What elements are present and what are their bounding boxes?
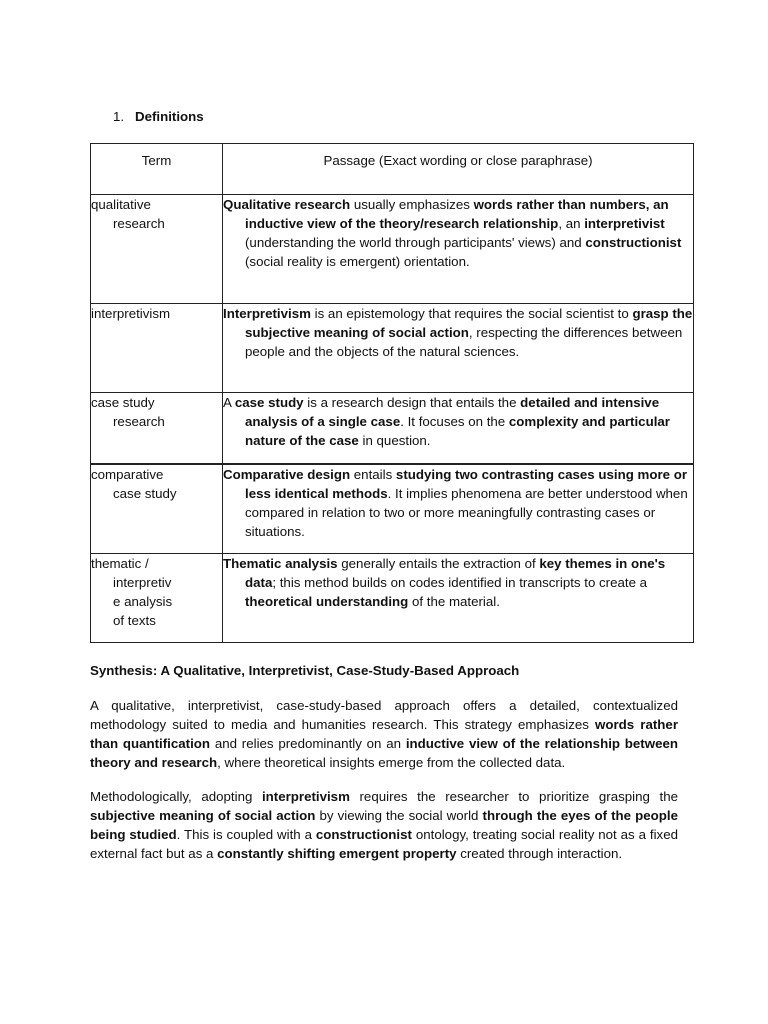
text-run: , respecting the differences between people and the objects of the natural sciences. xyxy=(245,325,683,359)
bold-text: key themes in one's data xyxy=(245,556,666,590)
term-line: interpretivism xyxy=(91,306,171,321)
passage-column-header: Passage (Exact wording or close paraphrase) xyxy=(223,144,694,195)
bold-text: words rather than numbers, an inductive view of the theory/research relationship xyxy=(245,197,669,231)
table-header-row xyxy=(91,144,694,195)
definitions-table xyxy=(90,143,694,643)
text-run: usually emphasizes xyxy=(350,197,474,212)
text-run: by viewing the social world xyxy=(315,808,483,823)
table-row xyxy=(91,393,694,465)
term-line: thematic / xyxy=(91,556,149,571)
synthesis-paragraph xyxy=(90,787,678,863)
synthesis-paragraph xyxy=(90,696,678,772)
text-run: created through interaction. xyxy=(456,846,623,861)
bold-text: through the eyes of the people being studied xyxy=(90,808,678,842)
passage-cell xyxy=(223,554,694,643)
passage-cell xyxy=(223,393,694,465)
bold-text: detailed and intensive analysis of a single case xyxy=(245,395,660,429)
term-cell xyxy=(91,304,223,393)
bold-text: constantly shifting emergent property xyxy=(217,846,457,861)
synthesis-title: Synthesis: A Qualitative, Interpretivist, Case-Study-Based Approach xyxy=(90,663,520,678)
term-column-header: Term xyxy=(91,144,223,195)
bold-text: case study xyxy=(234,395,304,410)
table-row xyxy=(91,554,694,643)
bold-text: constructionist xyxy=(315,827,412,842)
term-cell xyxy=(91,464,223,554)
bold-text: theoretical understanding xyxy=(245,594,409,609)
bold-text: studying two contrasting cases using more or less identical methods xyxy=(245,467,688,501)
text-run: is a research design that entails the xyxy=(303,395,521,410)
text-run: of the material. xyxy=(408,594,500,609)
term-line: of texts xyxy=(113,613,156,628)
term-line: interpretiv xyxy=(113,575,172,590)
table-row xyxy=(91,464,694,554)
passage-cell xyxy=(223,464,694,554)
text-run: is an epistemology that requires the social scientist to xyxy=(310,306,633,321)
bold-text: interpretivism xyxy=(261,789,350,804)
text-run: entails xyxy=(350,467,396,482)
text-run: (understanding the world through participants' views) and xyxy=(245,235,586,250)
text-run: in question. xyxy=(358,433,431,448)
term-line: qualitative xyxy=(91,197,151,212)
table-row xyxy=(91,195,694,304)
section-heading xyxy=(113,107,204,126)
bold-text: Comparative design xyxy=(223,467,351,482)
text-run: generally entails the extraction of xyxy=(337,556,540,571)
term-cell xyxy=(91,195,223,304)
bold-text: Thematic analysis xyxy=(223,556,338,571)
bold-text: subjective meaning of social action xyxy=(90,808,316,823)
text-run: A qualitative, interpretivist, case-study-based approach offers a detailed, contextualized methodology suited to media and humanities research. This strategy emphasizes xyxy=(90,698,678,732)
text-run: . This is coupled with a xyxy=(176,827,316,842)
term-cell xyxy=(91,393,223,465)
term-line: e analysis xyxy=(113,594,173,609)
text-run: A xyxy=(223,395,235,410)
passage-cell xyxy=(223,304,694,393)
bold-text: complexity and particular nature of the case xyxy=(245,414,670,448)
bold-text: interpretivist xyxy=(584,216,665,231)
text-run: and relies predominantly on an xyxy=(210,736,406,751)
term-line: research xyxy=(113,216,165,231)
section-number: 1. xyxy=(113,109,125,124)
synthesis-section xyxy=(90,661,678,878)
section-title: Definitions xyxy=(135,109,204,124)
text-run: . It implies phenomena are better understood when compared in relation to two or more meaningfully contrasting cases or situations. xyxy=(245,486,688,539)
bold-text: words rather than quantification xyxy=(90,717,678,751)
text-run: ; this method builds on codes identified in transcripts to create a xyxy=(272,575,648,590)
bold-text: Interpretivism xyxy=(223,306,311,321)
table-row xyxy=(91,304,694,393)
term-line: case study xyxy=(113,486,177,501)
bold-text: grasp the subjective meaning of social action xyxy=(245,306,693,340)
passage-cell xyxy=(223,195,694,304)
bold-text: Qualitative research xyxy=(223,197,351,212)
text-run: requires the researcher to prioritize grasping the xyxy=(349,789,678,804)
term-line: comparative xyxy=(91,467,164,482)
text-run: . It focuses on the xyxy=(400,414,509,429)
text-run: (social reality is emergent) orientation. xyxy=(245,254,470,269)
term-cell xyxy=(91,554,223,643)
term-line: case study xyxy=(91,395,155,410)
text-run: ontology, treating social reality not as a fixed external fact but as a xyxy=(90,827,678,861)
text-run: , an xyxy=(558,216,585,231)
bold-text: inductive view of the relationship between theory and research xyxy=(90,736,678,770)
text-run: Methodologically, adopting xyxy=(90,789,262,804)
bold-text: constructionist xyxy=(585,235,682,250)
text-run: , where theoretical insights emerge from the collected data. xyxy=(217,755,566,770)
term-line: research xyxy=(113,414,165,429)
